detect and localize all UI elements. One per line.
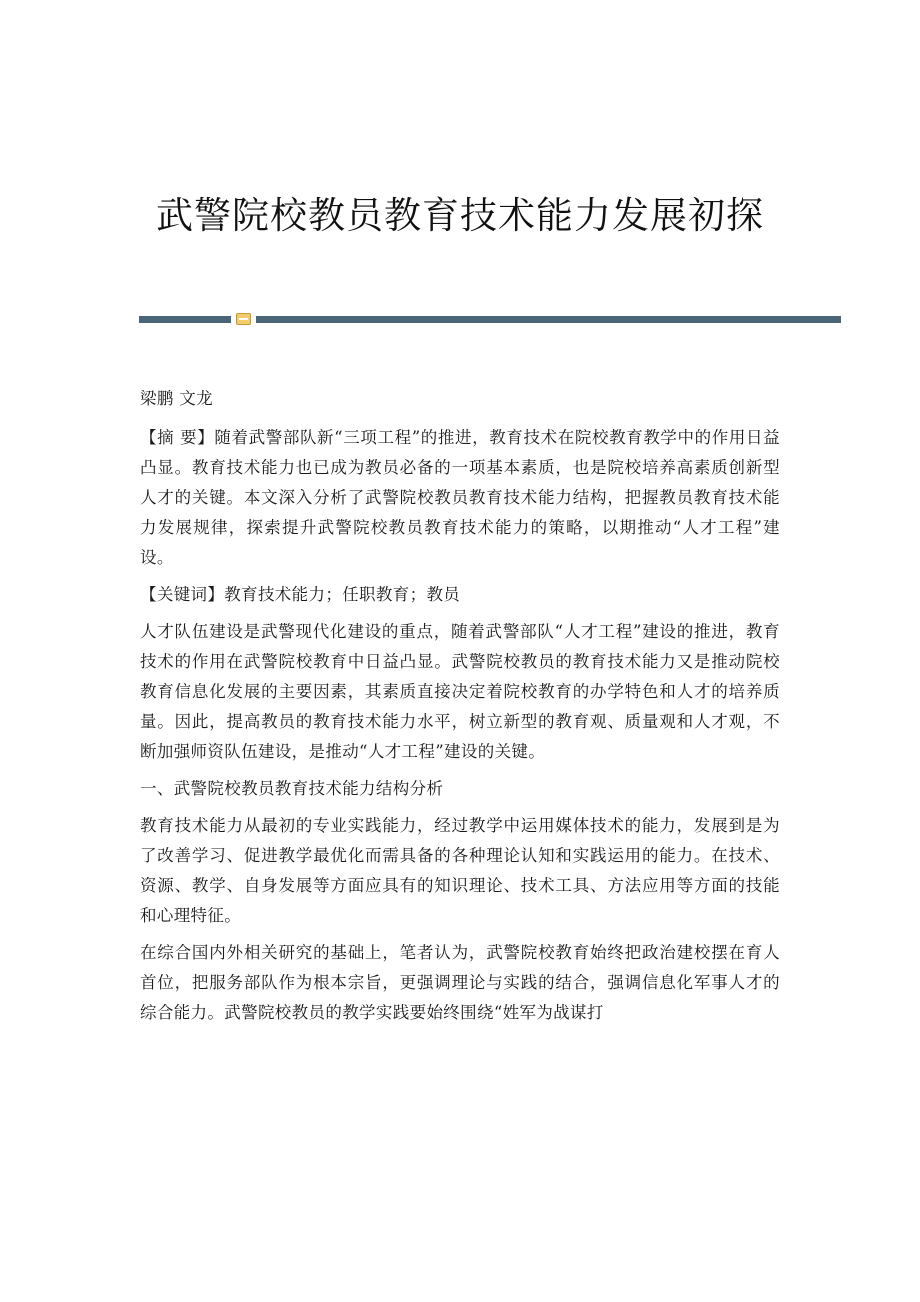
divider-bar-right xyxy=(256,316,841,323)
divider-bar-left xyxy=(139,316,231,323)
body-paragraph: 在综合国内外相关研究的基础上，笔者认为，武警院校教育始终把政治建校摆在育人首位，把服务部队作为根本宗旨，更强调理论与实践的结合，强调信息化军事人才的综合能力。武警院校教员的教学实践要始终围绕“姓军为战谋打 xyxy=(140,943,780,1022)
authors-line: 梁鹏 文龙 xyxy=(140,389,213,408)
article-body xyxy=(140,384,780,1035)
keywords-line: 【关键词】教育技术能力；任职教育；教员 xyxy=(140,585,461,604)
abstract-paragraph: 【摘 要】随着武警部队新“三项工程”的推进，教育技术在院校教育教学中的作用日益凸显。教育技术能力也已成为教员必备的一项基本素质，也是院校培养高素质创新型人才的关键。本文深入分析了武警院校教员教育技术能力结构，把握教员教育技术能力发展规律，探索提升武警院校教员教育技术能力的策略，以期推动“人才工程”建设。 xyxy=(140,428,780,567)
body-paragraph: 教育技术能力从最初的专业实践能力，经过教学中运用媒体技术的能力，发展到是为了改善学习、促进教学最优化而需具备的各种理论认知和实践运用的能力。在技术、资源、教学、自身发展等方面应具有的知识理论、技术工具、方法应用等方面的技能和心理特征。 xyxy=(140,816,780,925)
title-divider xyxy=(0,312,920,328)
envelope-icon xyxy=(236,313,251,325)
section-heading: 一、武警院校教员教育技术能力结构分析 xyxy=(140,779,444,798)
paper-title: 武警院校教员教育技术能力发展初探 xyxy=(156,194,764,237)
body-paragraph: 人才队伍建设是武警现代化建设的重点，随着武警部队“人才工程”建设的推进，教育技术的作用在武警院校教育中日益凸显。武警院校教员的教育技术能力又是推动院校教育信息化发展的主要因素，其素质直接决定着院校教育的办学特色和人才的培养质量。因此，提高教员的教育技术能力水平，树立新型的教育观、质量观和人才观，不断加强师资队伍建设，是推动“人才工程”建设的关键。 xyxy=(140,622,780,761)
